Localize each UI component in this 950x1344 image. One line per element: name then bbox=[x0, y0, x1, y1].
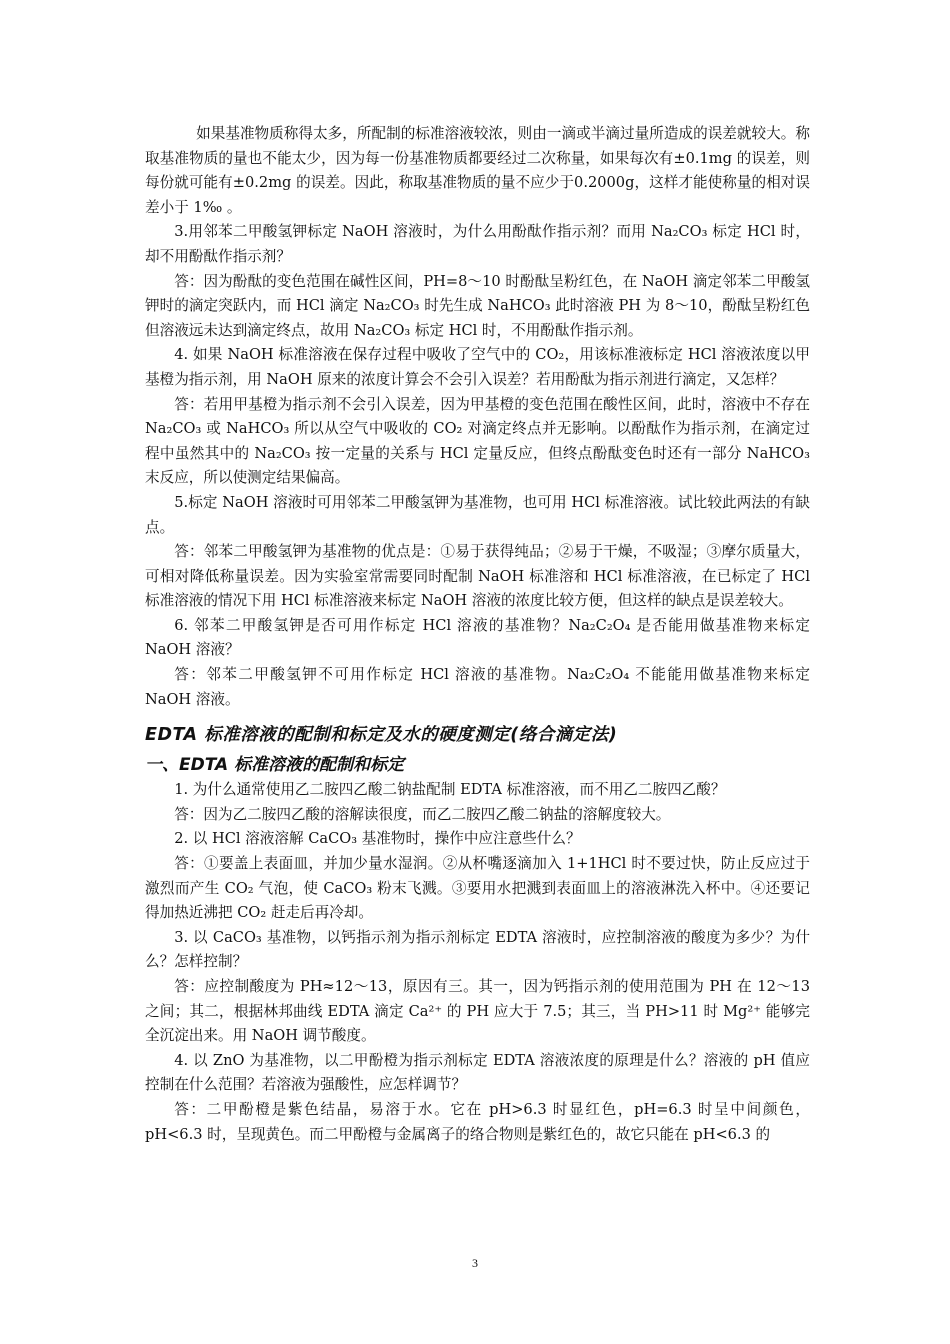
paragraph: 3.用邻苯二甲酸氢钾标定 NaOH 溶液时，为什么用酚酞作指示剂？而用 Na₂CO₃ 标定 HCl 时，却不用酚酞作指示剂？ bbox=[145, 223, 810, 265]
paragraph: 答：若用甲基橙为指示剂不会引入误差，因为甲基橙的变色范围在酸性区间，此时，溶液中不存在 Na₂CO₃ 或 NaHCO₃ 所以从空气中吸收的 CO₂ 对滴定终点并无影响。以酚酞作为指示剂，在滴定过程中虽然其中的 Na₂CO₃ 按一定量的关系与 HCl 定量反应，但终点酚酞变色时还有一部分 NaHCO₃ 末反应，所以使测定结果偏高。 bbox=[145, 395, 810, 487]
paragraph: 答：邻苯二甲酸氢钾不可用作标定 HCl 溶液的基准物。Na₂C₂O₄ 不能能用做基准物来标定 NaOH 溶液。 bbox=[145, 666, 810, 708]
paragraph: 2. 以 HCl 溶液溶解 CaCO₃ 基准物时，操作中应注意些什么？ bbox=[174, 830, 581, 848]
section-heading-edta: EDTA 标准溶液的配制和标定及水的硬度测定(络合滴定法) bbox=[145, 725, 618, 746]
paragraph: 答：①要盖上表面皿，并加少量水湿润。②从杯嘴逐滴加入 1+1HCl 时不要过快，防止反应过于激烈而产生 CO₂ 气泡，使 CaCO₃ 粉末飞溅。③要用水把溅到表面皿上的溶液淋洗入杯中。④还要记得加热近沸把 CO₂ 赶走后再冷却。 bbox=[145, 855, 810, 922]
paragraph: 5.标定 NaOH 溶液时可用邻苯二甲酸氢钾为基准物，也可用 HCl 标准溶液。试比较此两法的有缺点。 bbox=[145, 493, 810, 536]
paragraph: 答：邻苯二甲酸氢钾为基准物的优点是：①易于获得纯品；②易于干燥，不吸湿；③摩尔质量大，可相对降低称量误差。因为实验室常需要同时配制 NaOH 标准溶和 HCl 标准溶液，在已标定了 HCl 标准溶液的情况下用 HCl 标准溶液来标定 NaOH 溶液的浓度比较方便，但这样的缺点是误差较大。 bbox=[145, 543, 810, 610]
paragraph: 答：二甲酚橙是紫色结晶，易溶于水。它在 pH>6.3 时显红色，pH=6.3 时呈中间颜色，pH<6.3 时，呈现黄色。而二甲酚橙与金属离子的络合物则是紫红色的，故它只能在 pH<6.3 的 bbox=[145, 1100, 810, 1143]
page-number: 3 bbox=[472, 1256, 478, 1270]
qa-section-edta bbox=[145, 778, 810, 1147]
paragraph: 答：因为乙二胺四乙酸的溶解读很度，而乙二胺四乙酸二钠盐的溶解度较大。 bbox=[174, 805, 671, 823]
paragraph: 4. 以 ZnO 为基准物，以二甲酚橙为指示剂标定 EDTA 溶液浓度的原理是什么？溶液的 pH 值应控制在什么范围？若溶液为强酸性，应怎样调节？ bbox=[145, 1051, 810, 1094]
subsection-heading-edta-preparation: 一、EDTA 标准溶液的配制和标定 bbox=[145, 755, 405, 776]
document-body bbox=[145, 122, 810, 1147]
paragraph: 答：应控制酸度为 PH≈12～13，原因有三。其一，因为钙指示剂的使用范围为 PH 在 12～13 之间；其二，根据林邦曲线 EDTA 滴定 Ca²⁺ 的 PH 应大于 7.5；其三，当 PH>11 时 Mg²⁺ 能够完全沉淀出来。用 NaOH 调节酸度。 bbox=[145, 978, 810, 1045]
paragraph: 1. 为什么通常使用乙二胺四乙酸二钠盐配制 EDTA 标准溶液，而不用乙二胺四乙酸？ bbox=[174, 781, 726, 799]
paragraph: 3. 以 CaCO₃ 基准物，以钙指示剂为指示剂标定 EDTA 溶液时，应控制溶液的酸度为多少？为什么？怎样控制？ bbox=[145, 928, 810, 971]
paragraph: 6. 邻苯二甲酸氢钾是否可用作标定 HCl 溶液的基准物？Na₂C₂O₄ 是否能用做基准物来标定 NaOH 溶液？ bbox=[145, 616, 810, 659]
qa-section-naoh bbox=[145, 122, 810, 712]
paragraph: 答：因为酚酞的变色范围在碱性区间，PH=8～10 时酚酞呈粉红色，在 NaOH 滴定邻苯二甲酸氢钾时的滴定突跃内，而 HCl 滴定 Na₂CO₃ 时先生成 NaHCO₃ 此时溶液 PH 为 8～10，酚酞呈粉红色但溶液远未达到滴定终点，故用 Na₂CO₃ 标定 HCl 时，不用酚酞作指示剂。 bbox=[145, 272, 810, 339]
paragraph: 如果基准物质称得太多，所配制的标准溶液较浓，则由一滴或半滴过量所造成的误差就较大。称取基准物质的量也不能太少，因为每一份基准物质都要经过二次称量，如果每次有±0.1mg 的误差，则每份就可能有±0.2mg 的误差。因此，称取基准物质的量不应少于0.2000g，这样才能使称量的相对误差小于 1‰ 。 bbox=[145, 125, 810, 216]
paragraph: 4. 如果 NaOH 标准溶液在保存过程中吸收了空气中的 CO₂，用该标准液标定 HCl 溶液浓度以甲基橙为指示剂，用 NaOH 原来的浓度计算会不会引入误差？若用酚酞为指示剂进行滴定，又怎样？ bbox=[145, 346, 810, 388]
